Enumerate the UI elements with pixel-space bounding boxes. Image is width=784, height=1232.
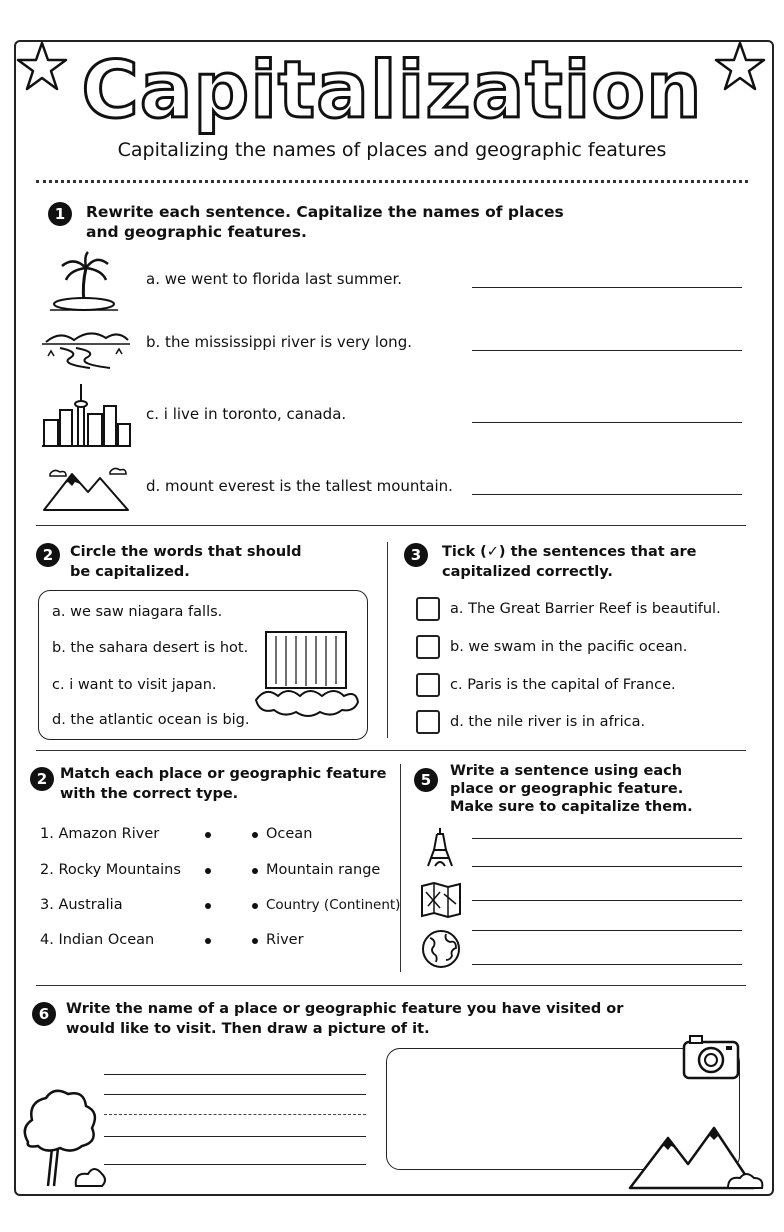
globe-icon: [420, 928, 462, 970]
match-dot[interactable]: [252, 832, 258, 838]
match-left-item: 4. Indian Ocean: [40, 932, 155, 948]
tick-checkbox[interactable]: [416, 597, 440, 621]
answer-line[interactable]: [472, 866, 742, 867]
answer-line[interactable]: [104, 1094, 366, 1095]
map-icon: [420, 882, 462, 918]
section2-instruction: be capitalized.: [70, 564, 190, 580]
answer-line[interactable]: [472, 900, 742, 901]
list-item[interactable]: b. the sahara desert is hot.: [52, 640, 249, 656]
divider: [36, 985, 746, 986]
answer-line[interactable]: [472, 930, 742, 931]
section-number: 1: [48, 202, 72, 226]
answer-line[interactable]: [104, 1164, 366, 1165]
section5-instruction: place or geographic feature.: [450, 781, 684, 797]
list-item[interactable]: d. the atlantic ocean is big.: [52, 712, 250, 728]
mountains-icon: [42, 460, 132, 514]
match-right-item: Ocean: [266, 826, 313, 842]
match-dot[interactable]: [252, 868, 258, 874]
tick-checkbox[interactable]: [416, 635, 440, 659]
match-right-item: Country (Continent): [266, 897, 401, 913]
page-subtitle: Capitalizing the names of places and geographic features: [117, 139, 667, 161]
section3-instruction: capitalized correctly.: [442, 564, 613, 580]
divider: [36, 180, 748, 183]
answer-line[interactable]: [472, 494, 742, 495]
river-icon: [40, 326, 132, 370]
list-item[interactable]: c. i want to visit japan.: [52, 677, 217, 693]
section6-instruction: Write the name of a place or geographic feature you have visited or: [66, 1001, 624, 1017]
section-number: 5: [414, 768, 438, 792]
match-dot[interactable]: [252, 903, 258, 909]
list-item: b. the mississippi river is very long.: [146, 333, 412, 351]
mountains-icon: [628, 1118, 768, 1192]
section5-instruction: Make sure to capitalize them.: [450, 799, 693, 815]
camera-icon: [680, 1032, 742, 1082]
section-number: 2: [30, 767, 54, 791]
section3-instruction: Tick (✓) the sentences that are: [442, 544, 697, 560]
palm-island-icon: [44, 250, 124, 312]
list-item: d. the nile river is in africa.: [450, 714, 646, 730]
match-left-item: 2. Rocky Mountains: [40, 862, 181, 878]
tick-checkbox[interactable]: [416, 673, 440, 697]
divider: [36, 750, 746, 751]
section1-instruction: and geographic features.: [86, 223, 307, 241]
section-number: 3: [404, 543, 428, 567]
eiffel-tower-icon: [424, 826, 456, 868]
answer-line[interactable]: [104, 1136, 366, 1137]
answer-line[interactable]: [104, 1114, 366, 1115]
answer-line[interactable]: [472, 287, 742, 288]
section6-instruction: would like to visit. Then draw a picture of it.: [66, 1021, 430, 1037]
section4-instruction: Match each place or geographic feature: [60, 766, 387, 782]
answer-line[interactable]: [472, 350, 742, 351]
page-title: Capitalization: [81, 46, 703, 136]
list-item: a. The Great Barrier Reef is beautiful.: [450, 601, 721, 617]
tick-checkbox[interactable]: [416, 710, 440, 734]
answer-line[interactable]: [472, 964, 742, 965]
list-item: a. we went to florida last summer.: [146, 270, 403, 288]
match-dot[interactable]: [252, 938, 258, 944]
list-item: c. Paris is the capital of France.: [450, 677, 676, 693]
answer-line[interactable]: [472, 838, 742, 839]
match-dot[interactable]: [205, 868, 211, 874]
list-item: c. i live in toronto, canada.: [146, 405, 347, 423]
match-dot[interactable]: [205, 832, 211, 838]
match-right-item: Mountain range: [266, 862, 381, 878]
section1-instruction: Rewrite each sentence. Capitalize the names of places: [86, 203, 564, 221]
waterfall-icon: [252, 626, 360, 722]
list-item[interactable]: a. we saw niagara falls.: [52, 604, 223, 620]
list-item: b. we swam in the pacific ocean.: [450, 639, 688, 655]
section2-instruction: Circle the words that should: [70, 544, 302, 560]
match-left-item: 1. Amazon River: [40, 826, 160, 842]
match-dot[interactable]: [205, 903, 211, 909]
section4-instruction: with the correct type.: [60, 786, 239, 802]
section-number: 6: [32, 1002, 56, 1026]
section5-instruction: Write a sentence using each: [450, 763, 683, 779]
match-left-item: 3. Australia: [40, 897, 123, 913]
match-right-item: River: [266, 932, 304, 948]
divider: [36, 525, 746, 526]
divider: [400, 764, 401, 972]
city-skyline-icon: [40, 380, 132, 450]
answer-line[interactable]: [104, 1074, 366, 1075]
list-item: d. mount everest is the tallest mountain.: [146, 477, 453, 495]
match-dot[interactable]: [205, 938, 211, 944]
section-number: 2: [36, 543, 60, 567]
answer-line[interactable]: [472, 422, 742, 423]
tree-icon: [18, 1086, 108, 1190]
divider: [387, 542, 388, 738]
